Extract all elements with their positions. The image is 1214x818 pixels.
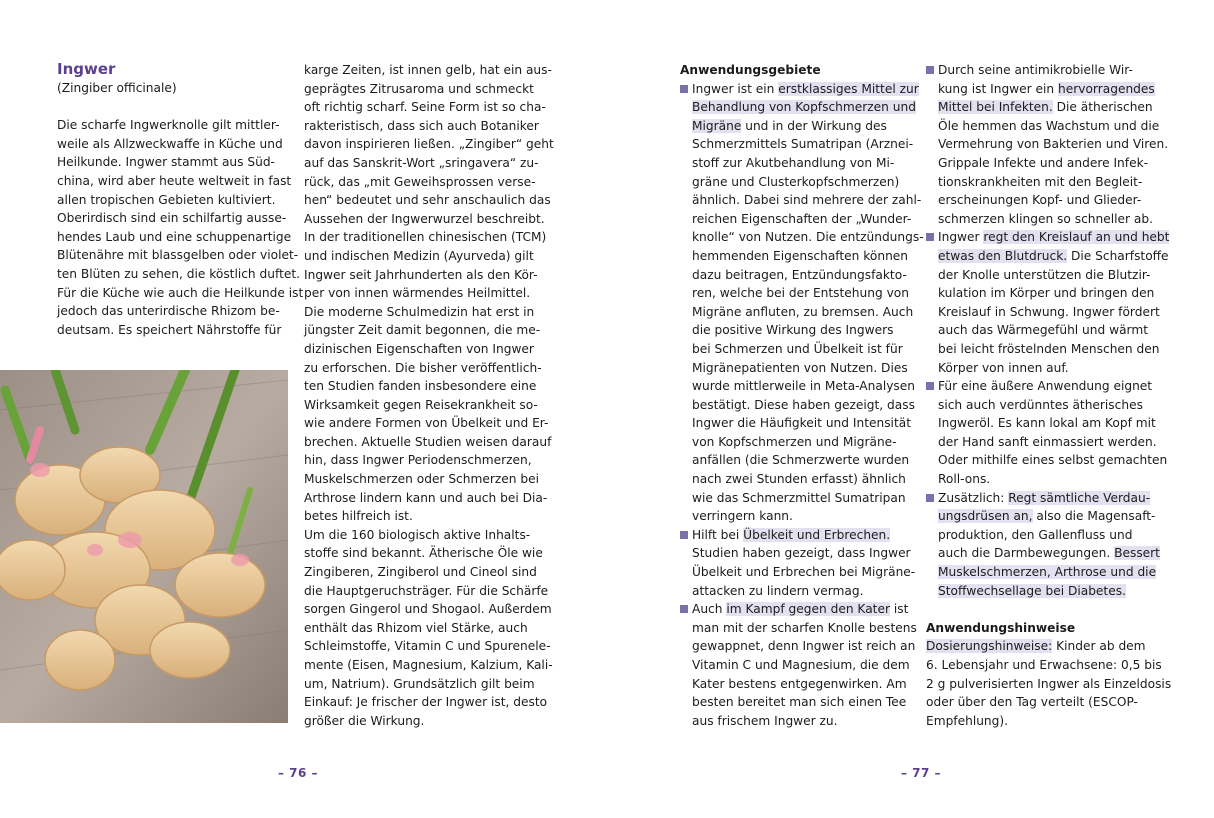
text-segment: attacken zu lindern vermag.: [692, 583, 864, 598]
text-segment: Zusätzlich:: [938, 490, 1009, 505]
highlighted-text: regt den Kreislauf an und hebt: [983, 230, 1170, 245]
text-line: [692, 507, 916, 526]
text-segment: hemmenden Eigenschaften können: [692, 248, 909, 263]
text-line: stoffe sind bekannt. Ätherische Öle wie: [304, 546, 543, 561]
text-segment: Hilft bei: [692, 527, 744, 542]
text-segment: 6. Lebensjahr und Erwachsene: 0,5 bis: [926, 658, 1162, 672]
text-line: [938, 507, 1166, 526]
page-number-left: – 76 –: [278, 766, 319, 780]
text-segment: produktion, den Gallenfluss und: [938, 527, 1133, 542]
section-heading-dosage: Anwendungshinweise: [926, 620, 1076, 635]
text-segment: reichen Eigenschaften der „Wunder-: [692, 211, 912, 226]
text-segment: Ingweröl. Es kann lokal am Kopf mit: [938, 416, 1156, 431]
text-line: [938, 61, 1166, 80]
text-line: [938, 154, 1166, 173]
highlighted-text: Mittel bei Infekten.: [938, 100, 1053, 115]
text-line: auf das Sanskrit-Wort „sringavera“ zu-: [304, 155, 539, 170]
text-segment: Schmerzmittels Sumatripan (Arznei-: [692, 137, 914, 152]
text-line: [938, 489, 1166, 508]
text-line: deutsam. Es speichert Nährstoffe für: [57, 322, 282, 337]
text-segment: Grippale Infekte und andere Infek-: [938, 155, 1149, 170]
text-line: [938, 526, 1166, 545]
text-line: Aussehen der Ingwerwurzel beschreibt.: [304, 211, 545, 226]
text-segment: Ingwer ist ein: [692, 81, 779, 96]
text-line: [938, 563, 1166, 582]
text-segment: erscheinungen Kopf- und Glieder-: [938, 193, 1142, 208]
text-segment: gräne und Clusterkopfschmerzen): [692, 174, 900, 189]
text-line: [938, 433, 1166, 452]
text-segment: Die Scharfstoffe: [1067, 248, 1169, 263]
text-segment: anfällen (die Schmerzwerte wurden: [692, 453, 910, 468]
text-segment: ren, welche bei der Entstehung von: [692, 286, 909, 301]
text-line: per von innen wärmendes Heilmittel.: [304, 286, 531, 301]
text-line: [692, 619, 916, 638]
text-segment: Empfehlung).: [926, 713, 1009, 728]
text-line: [938, 377, 1166, 396]
text-segment: oder über den Tag verteilt (ESCOP-: [926, 695, 1138, 710]
main-paragraph: [304, 61, 554, 730]
text-line: [692, 321, 916, 340]
text-segment: verringern kann.: [692, 509, 793, 524]
text-segment: Ingwer: [938, 230, 984, 245]
text-line: [692, 173, 916, 192]
page-number-right: – 77 –: [901, 766, 942, 780]
spacer: [926, 600, 1166, 619]
text-segment: Vermehrung von Bakterien und Viren.: [938, 137, 1169, 152]
text-segment: sich auch verdünntes ätherisches: [938, 397, 1143, 412]
text-line: [692, 228, 924, 247]
text-segment: Die ätherischen: [1052, 100, 1153, 115]
page-title: Ingwer: [57, 60, 116, 78]
highlighted-text: etwas den Blutdruck.: [938, 248, 1068, 263]
text-line: [692, 80, 919, 99]
text-segment: Kreislauf in Schwung. Ingwer fördert: [938, 304, 1160, 319]
text-segment: schmerzen klingen so schneller ab.: [938, 211, 1153, 226]
text-line: Wirksamkeit gegen Reisekrankheit so-: [304, 397, 538, 412]
ginger-root-image: [0, 370, 288, 723]
text-line: ten Blüten zu sehen, die köstlich duftet.: [57, 266, 300, 281]
text-line: [938, 396, 1166, 415]
text-line: um, Natrium). Grundsätzlich gilt beim: [304, 676, 535, 691]
left-column-1: [57, 59, 304, 339]
text-segment: wie das Schmerzmittel Sumatripan: [692, 490, 906, 505]
text-line: [938, 80, 1166, 99]
text-line: [938, 321, 1166, 340]
bullet-headache: [680, 80, 924, 526]
text-segment: bei leicht fröstelnden Menschen den: [938, 341, 1160, 356]
text-line: china, wird aber heute weltweit in fast: [57, 173, 292, 188]
text-line: Muskelschmerzen oder Schmerzen bei: [304, 472, 539, 487]
text-line: [938, 359, 1166, 378]
text-line: rück, das „mit Geweihsprossen verse-: [304, 174, 536, 189]
text-segment: die positive Wirkung des Ingwers: [692, 323, 894, 338]
text-line: Die scharfe Ingwerknolle gilt mittler-: [57, 118, 280, 133]
bullet-digestion: [926, 489, 1166, 601]
text-segment: kung ist Ingwer ein: [938, 81, 1059, 96]
text-segment: man mit der scharfen Knolle bestens: [692, 620, 917, 635]
text-segment: Roll-ons.: [938, 472, 991, 487]
text-line: [692, 117, 916, 136]
text-line: [692, 396, 916, 415]
text-line: brechen. Aktuelle Studien weisen darauf: [304, 434, 552, 449]
text-line: Oberirdisch sind ein schilfartig ausse-: [57, 211, 287, 226]
text-line: [692, 247, 916, 266]
text-segment: Ingwer die Häufigkeit und Intensität: [692, 416, 911, 431]
intro-paragraph: [57, 116, 304, 339]
highlighted-text: Regt sämtliche Verdau-: [1008, 490, 1151, 505]
text-segment: aus frischem Ingwer zu.: [692, 713, 838, 728]
text-line: [938, 451, 1166, 470]
text-segment: und in der Wirkung des: [741, 118, 887, 133]
text-line: hendes Laub und eine schuppenartige: [57, 229, 292, 244]
text-segment: der Hand sanft einmassiert werden.: [938, 434, 1157, 449]
bullet-hangover: [680, 600, 916, 730]
text-line: [692, 656, 916, 675]
text-line: hen“ bedeutet und sehr anschaulich das: [304, 193, 551, 208]
text-line: [938, 284, 1166, 303]
text-line: mente (Eisen, Magnesium, Kalzium, Kali-: [304, 658, 553, 672]
text-line: [938, 266, 1166, 285]
bullet-external-use: [926, 377, 1166, 489]
text-segment: ist: [889, 602, 909, 617]
text-line: [692, 154, 916, 173]
text-line: [692, 284, 916, 303]
text-line: Heilkunde. Ingwer stammt aus Süd-: [57, 155, 275, 170]
text-segment: nach zwei Stunden erfasst) ähnlich: [692, 472, 906, 487]
text-line: [692, 470, 916, 489]
text-line: Die moderne Schulmedizin hat erst in: [304, 304, 535, 319]
text-line: wie andere Formen von Übelkeit und Er-: [304, 416, 549, 431]
text-line: [938, 117, 1166, 136]
text-segment: Vitamin C und Magnesium, die dem: [692, 658, 910, 672]
dosage-paragraph: [926, 637, 1172, 730]
text-line: [692, 637, 916, 656]
text-line: [926, 637, 1166, 656]
text-segment: Auch: [692, 602, 727, 617]
bullet-infections: [926, 61, 1169, 228]
text-segment: bei Schmerzen und Übelkeit ist für: [692, 341, 903, 356]
text-segment: Körper von innen auf.: [938, 360, 1069, 375]
text-line: [692, 303, 916, 322]
text-line: Arthrose lindern kann und auch bei Dia-: [304, 490, 548, 505]
text-line: [938, 191, 1166, 210]
highlighted-text: Bessert: [1114, 546, 1160, 561]
highlighted-text: ungsdrüsen an,: [938, 509, 1033, 524]
left-column-2: [304, 61, 554, 730]
text-segment: besten bereitet man sich einen Tee: [692, 695, 907, 710]
highlighted-text: Muskelschmerzen, Arthrose und die: [938, 565, 1157, 580]
text-line: Blütenähre mit blassgelben oder violet-: [57, 248, 299, 263]
text-line: die Hauptgeruchsträger. Für die Schärfe: [304, 583, 549, 598]
text-segment: auch das Wärmegefühl und wärmt: [938, 323, 1149, 338]
text-segment: 2 g pulverisierten Ingwer als Einzeldosis: [926, 676, 1172, 691]
highlighted-text: Behandlung von Kopfschmerzen und: [692, 100, 916, 115]
text-line: Um die 160 biologisch aktive Inhalts-: [304, 527, 531, 542]
text-line: [938, 228, 1170, 247]
text-line: [938, 544, 1166, 563]
text-line: In der traditionellen chinesischen (TCM): [304, 230, 547, 245]
text-line: davon inspirieren ließen. „Zingiber“ geht: [304, 137, 554, 152]
text-line: [692, 451, 916, 470]
text-line: [692, 600, 916, 619]
text-segment: dazu beitragen, Entzündungsfakto-: [692, 267, 907, 282]
text-line: Für die Küche wie auch die Heilkunde ist: [57, 285, 304, 300]
botanical-name: (Zingiber officinale): [57, 81, 177, 95]
text-segment: Durch seine antimikrobielle Wir-: [938, 63, 1133, 77]
text-line: und indischen Medizin (Ayurveda) gilt: [304, 248, 534, 263]
text-line: sorgen Gingerol und Shogaol. Außerdem: [304, 602, 552, 617]
section-heading-uses: Anwendungsgebiete: [680, 63, 821, 77]
text-line: [692, 340, 916, 359]
text-line: [938, 582, 1166, 601]
text-line: jüngster Zeit damit begonnen, die me-: [304, 323, 541, 338]
highlighted-text: erstklassiges Mittel zur: [778, 81, 919, 96]
text-line: Einkauf: Je frischer der Ingwer ist, desto: [304, 695, 548, 710]
right-column-1: [680, 61, 924, 730]
text-line: [938, 303, 1166, 322]
text-line: [926, 712, 1166, 731]
text-segment: knolle“ von Nutzen. Die entzündungs-: [692, 230, 924, 245]
text-line: [938, 135, 1169, 154]
right-column-2: [926, 61, 1172, 730]
highlighted-text: Übelkeit und Erbrechen.: [743, 527, 891, 542]
text-segment: stoff zur Akutbehandlung von Mi-: [692, 155, 895, 170]
text-line: karge Zeiten, ist innen gelb, hat ein aus-: [304, 63, 552, 77]
text-line: [692, 191, 922, 210]
text-line: [692, 359, 916, 378]
text-segment: ähnlich. Dabei sind mehrere der zahl-: [692, 193, 922, 208]
text-segment: gewappnet, denn Ingwer ist reich an: [692, 639, 916, 654]
text-line: [692, 266, 916, 285]
text-line: zu erforschen. Die bisher veröffentlich-: [304, 360, 542, 375]
text-line: Zingiberen, Zingiberol und Cineol sind: [304, 565, 537, 580]
text-line: Ingwer seit Jahrhunderten als den Kör-: [304, 267, 538, 282]
bullet-nausea: [680, 526, 916, 600]
text-line: oft richtig scharf. Seine Form ist so cha-: [304, 100, 546, 115]
highlighted-text: Dosierungshinweise:: [926, 639, 1053, 654]
text-segment: Studien haben gezeigt, dass Ingwer: [692, 546, 911, 561]
text-line: [938, 414, 1166, 433]
text-segment: Übelkeit und Erbrechen bei Migräne-: [692, 565, 916, 580]
ginger-photo: [0, 370, 288, 723]
text-line: [692, 135, 916, 154]
text-segment: bestätigt. Diese haben gezeigt, dass: [692, 397, 915, 412]
text-line: [926, 693, 1166, 712]
text-line: [938, 247, 1169, 266]
highlighted-text: im Kampf gegen den Kater: [726, 602, 890, 617]
highlighted-text: Stoffwechsellage bei Diabetes.: [938, 583, 1126, 598]
text-segment: Öle hemmen das Wachstum und die: [938, 118, 1160, 133]
text-line: [938, 340, 1166, 359]
text-segment: von Kopfschmerzen und Migräne-: [692, 434, 897, 449]
text-line: [692, 693, 916, 712]
text-segment: Für eine äußere Anwendung eignet: [938, 379, 1153, 394]
bullet-circulation: [926, 228, 1170, 377]
text-line: [938, 210, 1166, 229]
text-segment: Migräne anfluten, zu bremsen. Auch: [692, 304, 914, 319]
text-segment: Kater bestens entgegenwirken. Am: [692, 676, 907, 691]
text-line: [692, 489, 916, 508]
text-line: rakteristisch, dass sich auch Botaniker: [304, 118, 539, 133]
text-line: geprägtes Zitrusaroma und schmeckt: [304, 81, 534, 96]
text-line: ten Studien fanden insbesondere eine: [304, 379, 537, 394]
text-line: [926, 675, 1172, 694]
text-segment: Kinder ab dem: [1052, 639, 1146, 654]
text-segment: wurde mittlerweile in Meta-Analysen: [692, 379, 915, 394]
text-segment: Oder mithilfe eines selbst gemachten: [938, 453, 1168, 468]
text-line: [692, 433, 916, 452]
text-line: [692, 582, 916, 601]
text-line: [692, 563, 916, 582]
text-line: allen tropischen Gebieten kultiviert.: [57, 192, 276, 207]
text-line: [938, 470, 1166, 489]
text-line: jedoch das unterirdische Rhizom be-: [57, 304, 280, 319]
text-segment: kulation im Körper und bringen den: [938, 286, 1155, 301]
text-line: weile als Allzweckwaffe in Küche und: [57, 136, 283, 151]
text-segment: der Knolle unterstützen die Blutzir-: [938, 267, 1151, 282]
text-line: [692, 544, 916, 563]
text-line: betes hilfreich ist.: [304, 509, 413, 524]
text-line: [938, 173, 1166, 192]
text-line: [938, 98, 1166, 117]
text-segment: tionskrankheiten mit den Begleit-: [938, 174, 1143, 189]
text-line: [692, 675, 916, 694]
text-line: größer die Wirkung.: [304, 713, 425, 728]
text-line: [926, 656, 1166, 675]
text-line: [692, 414, 916, 433]
text-line: dizinischen Eigenschaften von Ingwer: [304, 341, 534, 356]
text-segment: Migränepatienten von Nutzen. Dies: [692, 360, 908, 375]
text-line: hin, dass Ingwer Periodenschmerzen,: [304, 453, 532, 468]
text-segment: auch die Darmbewegungen.: [938, 546, 1115, 561]
text-line: [692, 712, 916, 731]
text-line: enthält das Rhizom viel Stärke, auch: [304, 620, 528, 635]
text-line: Schleimstoffe, Vitamin C und Spurenele-: [304, 639, 551, 654]
highlighted-text: Migräne: [692, 118, 742, 133]
text-line: [692, 210, 916, 229]
text-segment: also die Magensaft-: [1032, 509, 1156, 524]
text-line: [692, 377, 916, 396]
text-line: [692, 526, 916, 545]
highlighted-text: hervorragendes: [1058, 81, 1155, 96]
text-line: [692, 98, 916, 117]
